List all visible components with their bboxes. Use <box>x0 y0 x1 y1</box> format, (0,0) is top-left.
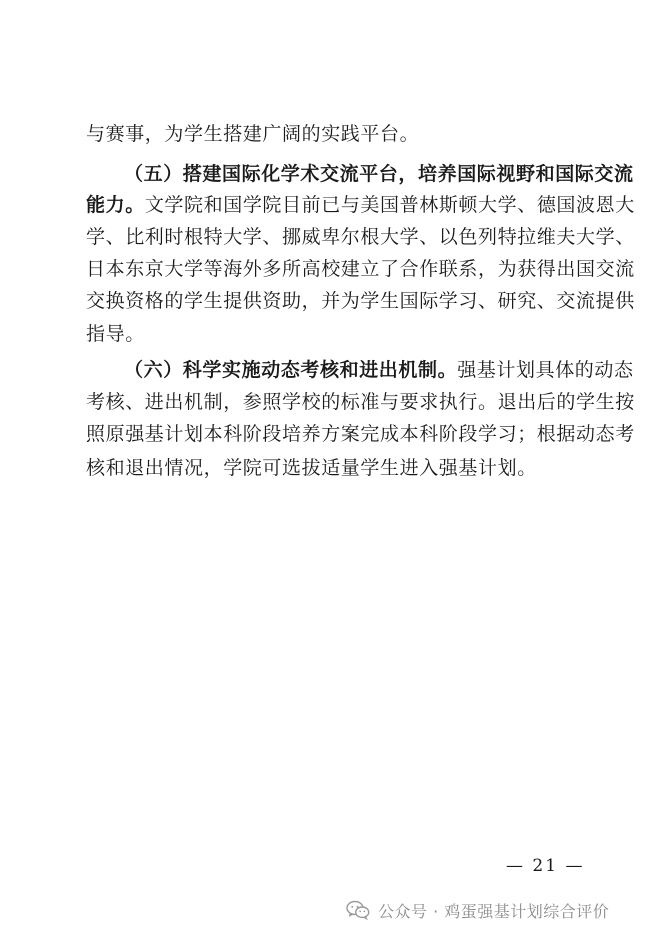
line-text: 考核、进出机制，参照学校的标准与要求执行。退出后的学生按 <box>86 391 635 413</box>
watermark-text: 公众号 · 鸡蛋强基计划综合评价 <box>378 901 610 921</box>
watermark <box>346 897 609 923</box>
paragraph-line <box>124 161 634 187</box>
section-heading-6: （六）科学实施动态考核和进出机制。 <box>124 359 458 381</box>
paragraph-line <box>86 321 578 347</box>
page-number: — 21 — <box>506 856 585 876</box>
line-text: 与赛事，为学生搭建广阔的实践平台。 <box>86 123 420 145</box>
paragraph-line <box>86 121 578 147</box>
paragraph-line <box>86 455 578 481</box>
section-heading-5-end: 能力。 <box>86 194 145 216</box>
line-text: 学、比利时根特大学、挪威卑尔根大学、以色列特拉维夫大学、 <box>86 226 635 248</box>
line-text: 交换资格的学生提供资助，并为学生国际学习、研究、交流提供 <box>86 290 635 312</box>
wechat-icon <box>346 900 370 920</box>
paragraph-line <box>86 256 635 282</box>
paragraph-line <box>86 192 635 218</box>
paragraph-line <box>86 288 635 314</box>
paragraph-line <box>86 389 635 415</box>
paragraph-line <box>86 421 635 447</box>
line-text: 核和退出情况，学院可选拔适量学生进入强基计划。 <box>86 457 537 479</box>
paragraph-line <box>124 357 634 383</box>
line-text: 照原强基计划本科阶段培养方案完成本科阶段学习；根据动态考 <box>86 423 635 445</box>
line-text: 文学院和国学院目前已与美国普林斯顿大学、德国波恩大 <box>144 194 635 216</box>
line-text: 强基计划具体的动态 <box>457 359 634 381</box>
paragraph-line <box>86 224 635 250</box>
line-text: 日本东京大学等海外多所高校建立了合作联系，为获得出国交流 <box>86 258 635 280</box>
section-heading-5: （五）搭建国际化学术交流平台，培养国际视野和国际交流 <box>124 163 634 185</box>
line-text: 指导。 <box>86 323 145 345</box>
